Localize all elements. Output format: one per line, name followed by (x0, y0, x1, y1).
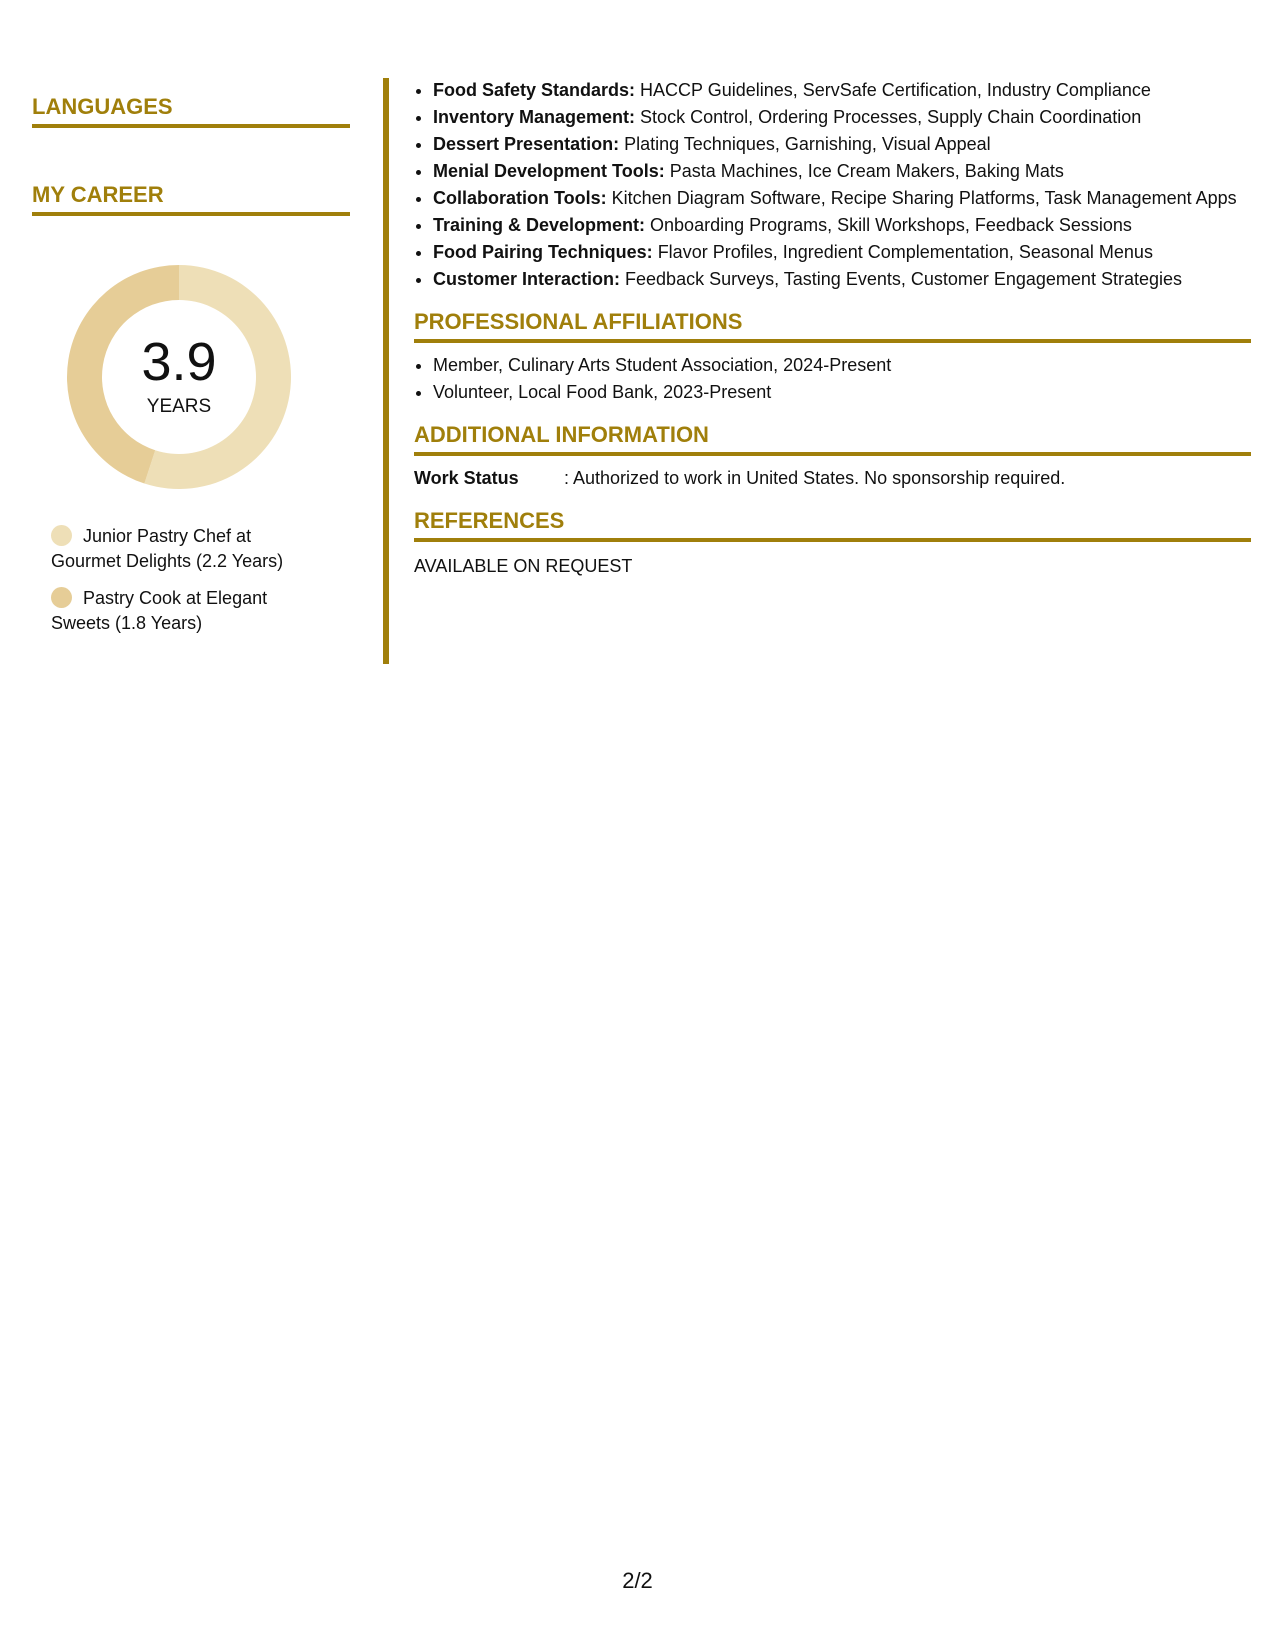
skill-title: Food Safety Standards: (433, 80, 636, 100)
career-legend-label: Junior Pastry Chef at Gourmet Delights (2.2 Years) (51, 526, 284, 571)
skill-item (433, 159, 1251, 183)
references-heading: REFERENCES (414, 508, 1251, 542)
skill-item (433, 78, 1251, 102)
skill-item (433, 186, 1251, 210)
skill-text: Pasta Machines, Ice Cream Makers, Baking Mats (664, 161, 1064, 181)
skills-list (414, 78, 1251, 291)
skill-text: Feedback Surveys, Tasting Events, Customer Engagement Strategies (620, 269, 1182, 289)
skill-title: Inventory Management: (433, 107, 636, 127)
skill-item (433, 213, 1251, 237)
work-status-label: Work Status (414, 468, 519, 488)
skill-title: Food Pairing Techniques: (433, 242, 653, 262)
skill-item (433, 132, 1251, 156)
skill-title: Training & Development: (433, 215, 646, 235)
right-column (414, 78, 1251, 578)
career-heading: MY CAREER (32, 182, 350, 216)
skill-text: Plating Techniques, Garnishing, Visual Appeal (619, 134, 991, 154)
skill-title: Collaboration Tools: (433, 188, 607, 208)
career-legend-item (51, 524, 311, 574)
legend-dot-icon (51, 587, 72, 608)
career-legend-item (51, 586, 311, 636)
skill-item (433, 105, 1251, 129)
career-donut-chart (66, 264, 292, 490)
legend-dot-icon (51, 525, 72, 546)
career-total-unit: YEARS (146, 396, 212, 417)
affiliations-heading: PROFESSIONAL AFFILIATIONS (414, 309, 1251, 343)
additional-info-heading: ADDITIONAL INFORMATION (414, 422, 1251, 456)
skill-text: Stock Control, Ordering Processes, Supply Chain Coordination (635, 107, 1142, 127)
page-number: 2/2 (622, 1568, 653, 1593)
skill-item (433, 267, 1251, 291)
skill-text: HACCP Guidelines, ServSafe Certification, Industry Compliance (635, 80, 1151, 100)
affiliation-item: • Volunteer, Local Food Bank, 2023-Present (433, 380, 1251, 404)
career-legend-label: Pastry Cook at Elegant Sweets (1.8 Years) (51, 588, 268, 633)
skill-title: Dessert Presentation: (433, 134, 620, 154)
skill-item (433, 240, 1251, 264)
languages-heading: LANGUAGES (32, 94, 350, 128)
work-status-row (414, 466, 1251, 490)
references-text: AVAILABLE ON REQUEST (414, 556, 633, 576)
skill-text: Flavor Profiles, Ingredient Complementation, Seasonal Menus (652, 242, 1153, 262)
career-legend (51, 524, 311, 648)
affiliations-list (414, 353, 1251, 404)
skill-text: Kitchen Diagram Software, Recipe Sharing Platforms, Task Management Apps (606, 188, 1237, 208)
skill-title: Customer Interaction: (433, 269, 621, 289)
skill-text: Onboarding Programs, Skill Workshops, Feedback Sessions (645, 215, 1132, 235)
skill-title: Menial Development Tools: (433, 161, 665, 181)
career-total-value: 3.9 (141, 332, 217, 392)
affiliation-item: • Member, Culinary Arts Student Association, 2024-Present (433, 353, 1251, 377)
column-divider (383, 78, 389, 664)
work-status-value: : Authorized to work in United States. No sponsorship required. (564, 468, 1066, 488)
